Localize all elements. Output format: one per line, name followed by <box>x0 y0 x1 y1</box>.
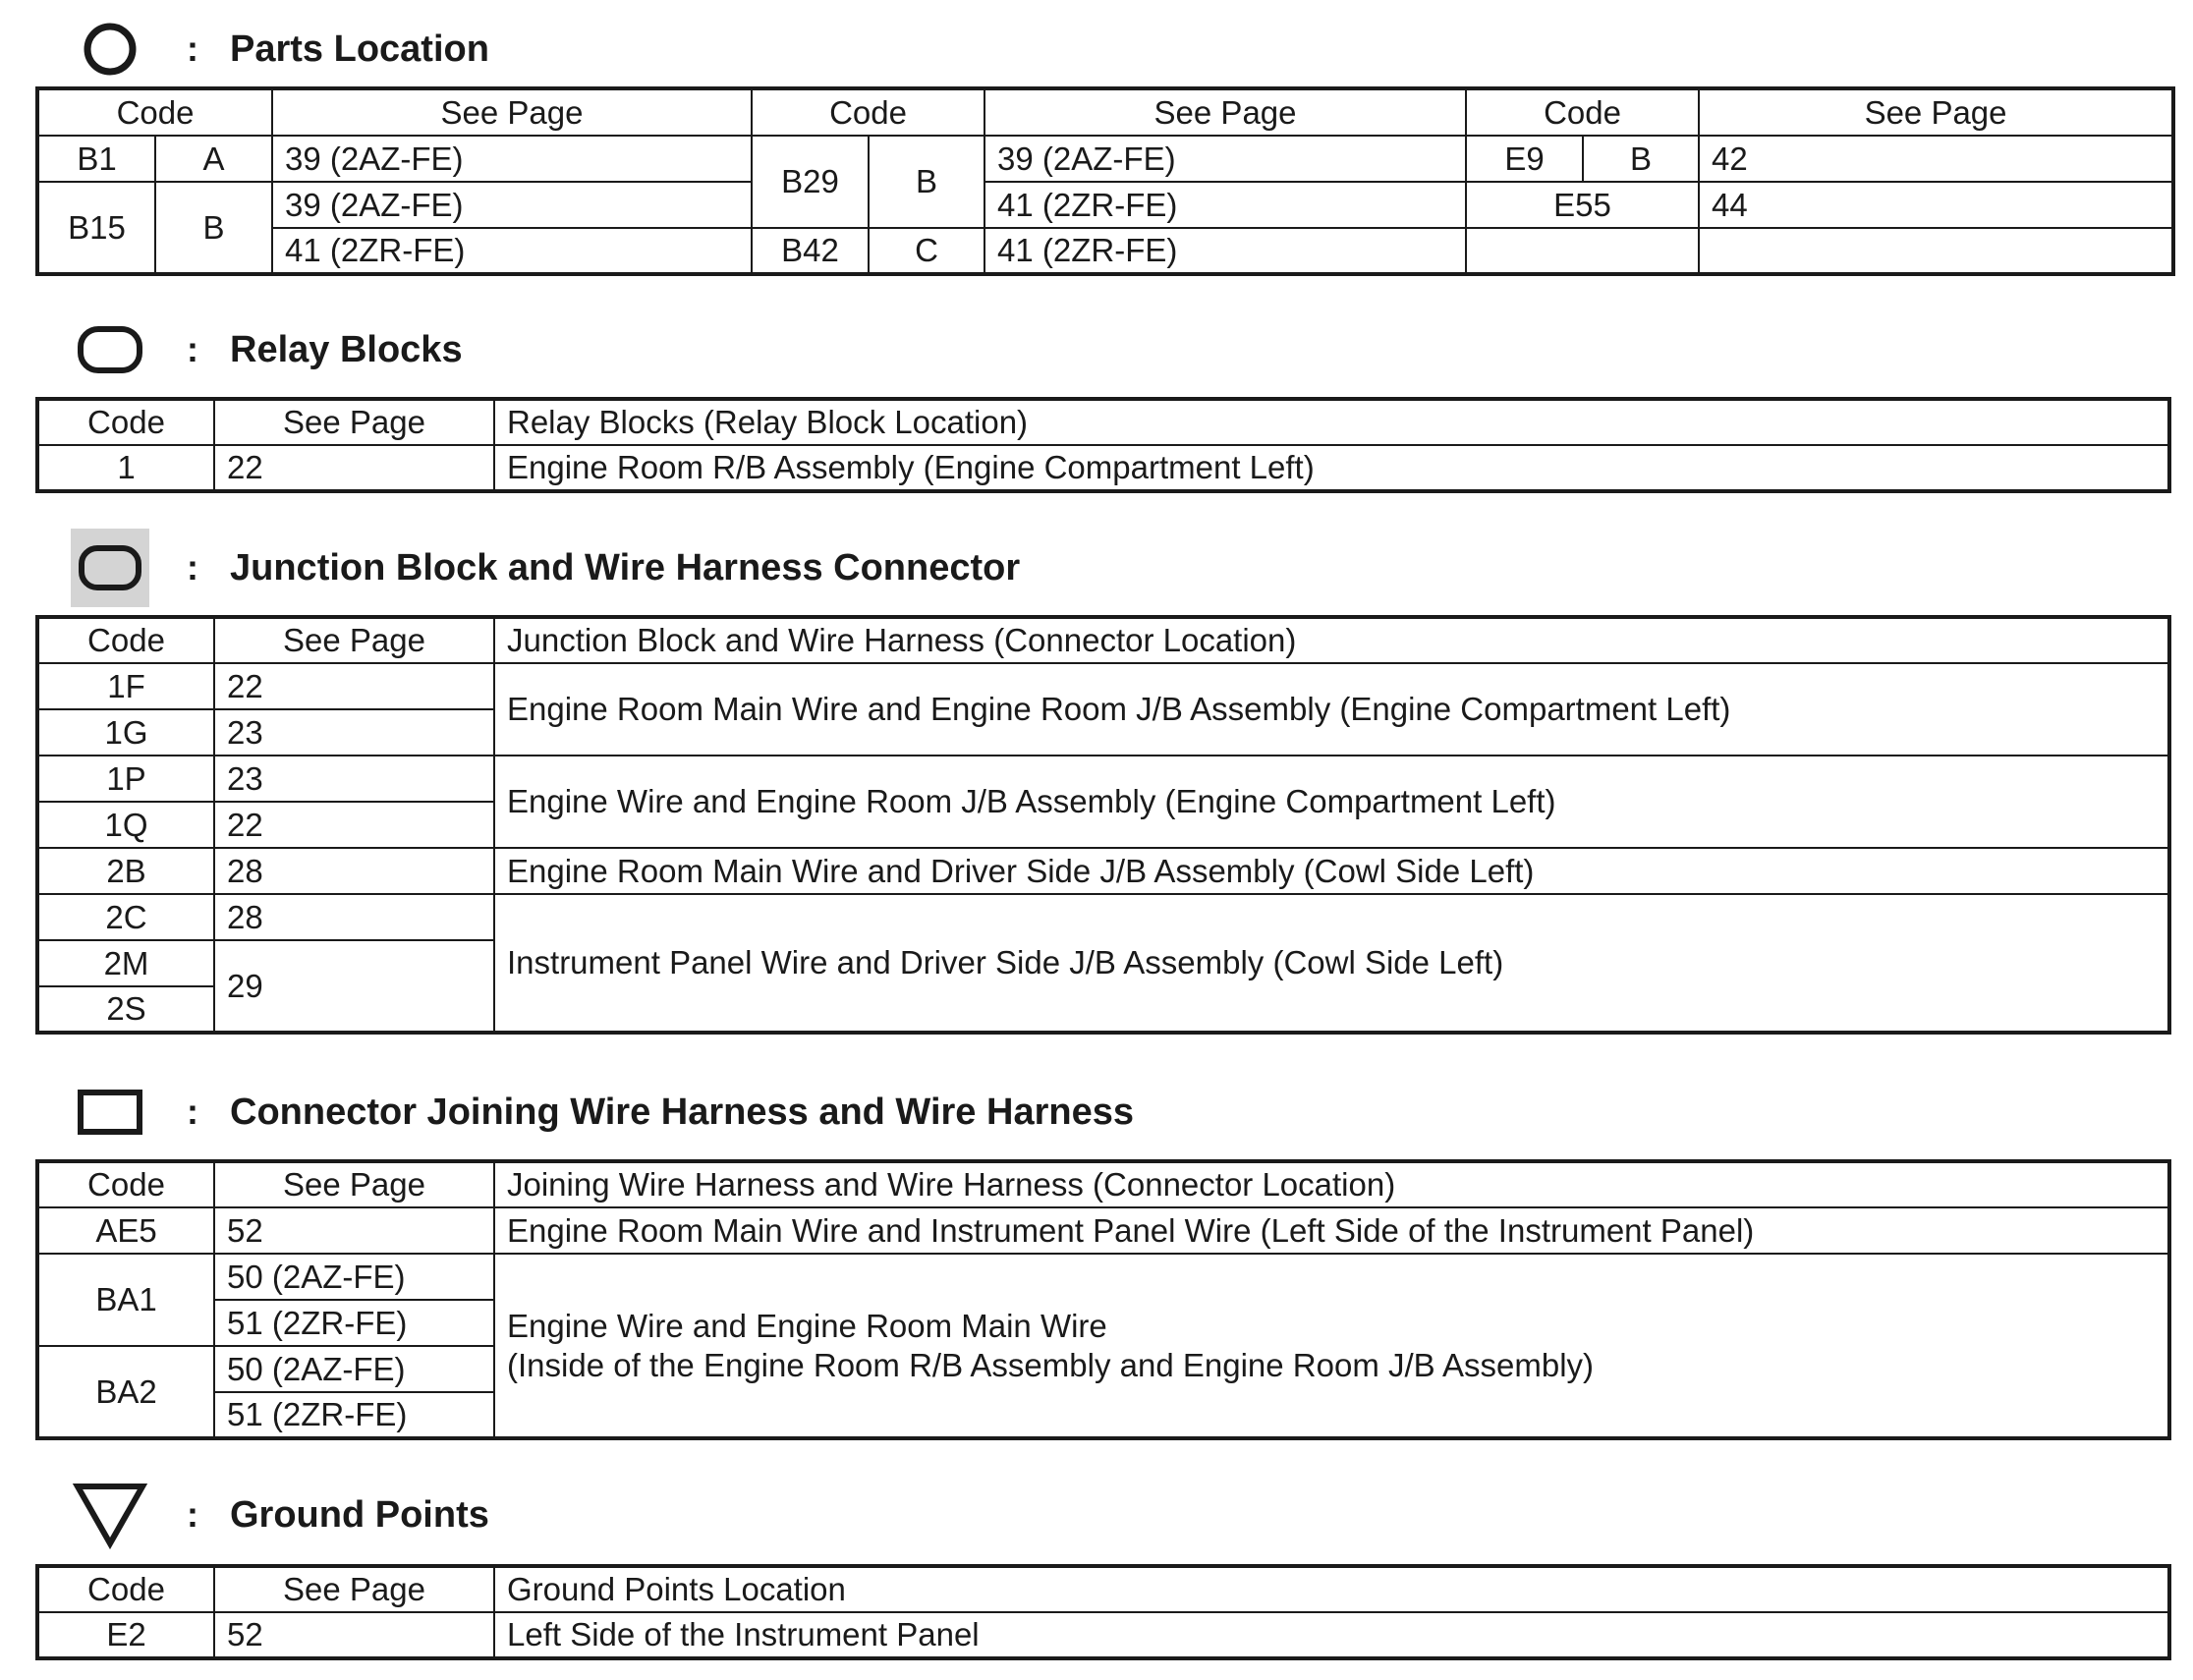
see-page-cell: 41 (2ZR-FE) <box>984 182 1466 228</box>
col-header-location: Junction Block and Wire Harness (Connector Location) <box>494 617 2169 663</box>
table-row <box>37 663 2169 709</box>
sub-code-cell: C <box>869 228 984 274</box>
code-cell: 2M <box>37 940 214 986</box>
see-page-cell: 22 <box>214 802 494 848</box>
see-page-cell: 51 (2ZR-FE) <box>214 1300 494 1346</box>
location-line: (Inside of the Engine Room R/B Assembly and Engine Room J/B Assembly) <box>507 1346 1595 1383</box>
sub-code-cell: B <box>869 136 984 228</box>
see-page-cell: 41 (2ZR-FE) <box>984 228 1466 274</box>
col-header-see-page: See Page <box>1699 88 2173 136</box>
sub-code-cell: B <box>155 182 272 274</box>
junction-block-table <box>35 615 2171 1035</box>
location-line: Engine Wire and Engine Room Main Wire <box>507 1307 1107 1344</box>
see-page-cell: 41 (2ZR-FE) <box>272 228 752 274</box>
circle-icon <box>71 10 149 88</box>
table-row <box>37 1207 2169 1254</box>
code-cell: E2 <box>37 1612 214 1658</box>
col-header-code: Code <box>1466 88 1699 136</box>
col-header-see-page: See Page <box>214 1161 494 1207</box>
table-row <box>37 445 2169 491</box>
location-cell: Engine Room Main Wire and Instrument Panel Wire (Left Side of the Instrument Panel) <box>494 1207 2169 1254</box>
ground-points-table <box>35 1564 2171 1660</box>
see-page-cell: 22 <box>214 663 494 709</box>
section-title: Relay Blocks <box>230 328 463 370</box>
see-page-cell: 52 <box>214 1612 494 1658</box>
header-row <box>37 399 2169 445</box>
code-cell: 2S <box>37 986 214 1033</box>
location-cell <box>494 1254 2169 1438</box>
rectangle-icon <box>71 1073 149 1151</box>
section-title: Connector Joining Wire Harness and Wire Harness <box>230 1091 1134 1133</box>
see-page-cell: 28 <box>214 848 494 894</box>
header-row <box>37 617 2169 663</box>
section-title: Ground Points <box>230 1493 489 1536</box>
col-header-see-page: See Page <box>214 617 494 663</box>
see-page-cell: 51 (2ZR-FE) <box>214 1392 494 1438</box>
sub-code-cell: A <box>155 136 272 182</box>
col-header-code: Code <box>37 1161 214 1207</box>
see-page-cell: 22 <box>214 445 494 491</box>
heading-colon: : <box>187 329 198 369</box>
col-header-see-page: See Page <box>214 399 494 445</box>
col-header-location: Relay Blocks (Relay Block Location) <box>494 399 2169 445</box>
code-cell: BA1 <box>37 1254 214 1346</box>
col-header-code: Code <box>37 399 214 445</box>
table-row <box>37 756 2169 802</box>
location-cell: Left Side of the Instrument Panel <box>494 1612 2169 1658</box>
code-cell: E55 <box>1466 182 1699 228</box>
code-cell: B15 <box>37 182 155 274</box>
header-row <box>37 1566 2169 1612</box>
col-header-see-page: See Page <box>272 88 752 136</box>
code-cell: B42 <box>752 228 869 274</box>
col-header-location: Ground Points Location <box>494 1566 2169 1612</box>
section-title: Junction Block and Wire Harness Connector <box>230 546 1021 588</box>
heading-colon: : <box>187 547 198 588</box>
location-cell: Instrument Panel Wire and Driver Side J/B Assembly (Cowl Side Left) <box>494 894 2169 1033</box>
table-row <box>37 136 2173 182</box>
shaded-rounded-rectangle-icon <box>71 529 149 607</box>
table-row <box>37 182 2173 228</box>
code-cell: E9 <box>1466 136 1583 182</box>
see-page-cell: 52 <box>214 1207 494 1254</box>
see-page-cell: 39 (2AZ-FE) <box>984 136 1466 182</box>
table-row <box>37 1254 2169 1300</box>
code-cell: 1P <box>37 756 214 802</box>
code-cell: 1F <box>37 663 214 709</box>
see-page-cell: 28 <box>214 894 494 940</box>
code-cell: 2B <box>37 848 214 894</box>
code-cell: 1Q <box>37 802 214 848</box>
location-cell: Engine Room Main Wire and Engine Room J/B Assembly (Engine Compartment Left) <box>494 663 2169 756</box>
col-header-code: Code <box>752 88 984 136</box>
code-cell: B1 <box>37 136 155 182</box>
table-row <box>37 1612 2169 1658</box>
code-cell: 1 <box>37 445 214 491</box>
see-page-cell: 23 <box>214 709 494 756</box>
col-header-see-page: See Page <box>214 1566 494 1612</box>
rounded-rectangle-icon <box>71 310 149 389</box>
section-title: Parts Location <box>230 28 489 70</box>
location-cell: Engine Wire and Engine Room J/B Assembly (Engine Compartment Left) <box>494 756 2169 848</box>
see-page-cell: 44 <box>1699 182 2173 228</box>
col-header-location: Joining Wire Harness and Wire Harness (Connector Location) <box>494 1161 2169 1207</box>
code-cell: BA2 <box>37 1346 214 1438</box>
see-page-cell: 42 <box>1699 136 2173 182</box>
connector-table <box>35 1159 2171 1440</box>
empty-cell <box>1466 228 1699 274</box>
heading-colon: : <box>187 1494 198 1535</box>
parts-location-table <box>35 86 2175 276</box>
code-cell: B29 <box>752 136 869 228</box>
see-page-cell: 39 (2AZ-FE) <box>272 182 752 228</box>
col-header-code: Code <box>37 88 272 136</box>
sub-code-cell: B <box>1583 136 1699 182</box>
code-cell: AE5 <box>37 1207 214 1254</box>
see-page-cell: 29 <box>214 940 494 1033</box>
col-header-see-page: See Page <box>984 88 1466 136</box>
see-page-cell: 39 (2AZ-FE) <box>272 136 752 182</box>
see-page-cell: 50 (2AZ-FE) <box>214 1254 494 1300</box>
header-row <box>37 1161 2169 1207</box>
header-row <box>37 88 2173 136</box>
ground-triangle-icon <box>71 1476 149 1554</box>
table-row <box>37 228 2173 274</box>
code-cell: 2C <box>37 894 214 940</box>
table-row <box>37 848 2169 894</box>
see-page-cell: 23 <box>214 756 494 802</box>
col-header-code: Code <box>37 1566 214 1612</box>
location-cell: Engine Room Main Wire and Driver Side J/B Assembly (Cowl Side Left) <box>494 848 2169 894</box>
table-row <box>37 894 2169 940</box>
code-cell: 1G <box>37 709 214 756</box>
relay-blocks-table <box>35 397 2171 493</box>
col-header-code: Code <box>37 617 214 663</box>
empty-cell <box>1699 228 2173 274</box>
heading-colon: : <box>187 28 198 69</box>
see-page-cell: 50 (2AZ-FE) <box>214 1346 494 1392</box>
heading-colon: : <box>187 1092 198 1132</box>
location-cell: Engine Room R/B Assembly (Engine Compartment Left) <box>494 445 2169 491</box>
